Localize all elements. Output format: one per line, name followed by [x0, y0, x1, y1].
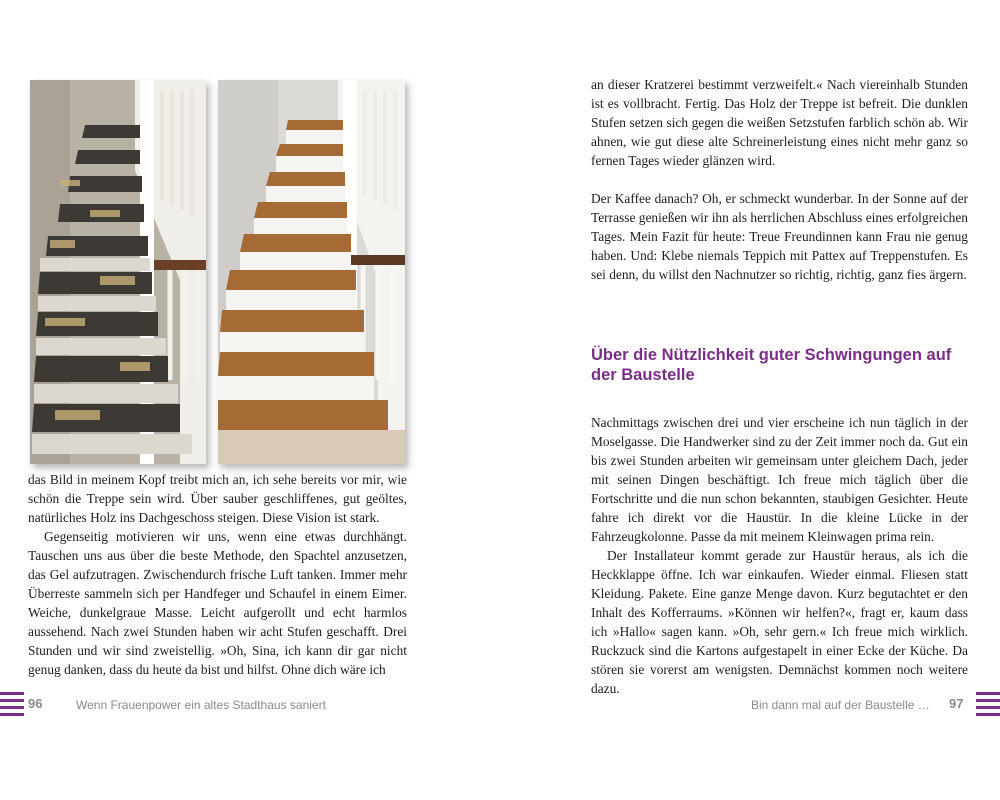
footer-stripes-icon — [976, 692, 1000, 716]
left-paragraph-1: das Bild in meinem Kopf treibt mich an, ich sehe bereits vor mir, wie schön die Treppe sein wird. Über sauber geschliffenes, gut geöltes, natürliches Holz ins Dachgeschoss steigen. Diese Vision ist stark. — [28, 472, 407, 525]
right-paragraph-4: Der Installateur kommt gerade zur Haustür heraus, als ich die Heckklappe öffne. Ich war einkaufen. Wieder einmal. Fliesen statt Kleidung. Pakete. Eine ganze Menge davon. Kurz begutachtet er den Inhalt des Kofferraums. »Können wir helfen?«, fragt er, kaum dass ich »Hallo« sagen kann. »Oh, sehr gern.« Ich freue mich wirklich. Ruckzuck sind die Kartons aufgestapelt in einer Ecke der Küche. Da stören sie vorerst am wenigsten. Demnächst kommen noch weitere dazu. — [591, 548, 968, 696]
section-heading: Über die Nützlichkeit guter Schwingungen auf der Baustelle — [591, 346, 952, 384]
staircase-before-photo — [30, 80, 206, 464]
right-page-body-text-top — [591, 75, 968, 284]
left-paragraph-2: Gegenseitig motivieren wir uns, wenn eine etwas durchhängt. Tauschen uns aus über die beste Methode, den Spachtel anzusetzen, das Gel aufzutragen. Zwischendurch frische Luft tanken. Immer mehr Überreste sammeln sich per Handfeger und Schaufel in einem Eimer. Weiche, dunkelgraue Masse. Leicht aufgerollt und echt harmlos aussehend. Nach zwei Stunden haben wir acht Stufen geschafft. Drei Stunden und wir sind zweistellig. »Oh, Sina, ich kann dir gar nicht genug danken, dass du heute da bist und hilfst. Ohne dich wäre ich — [28, 529, 407, 677]
staircase-after-photo — [218, 80, 405, 464]
right-page-body-text-bottom — [591, 413, 968, 698]
staircase-after-illustration — [218, 80, 405, 464]
footer-stripes-icon — [0, 692, 24, 716]
right-paragraph-2: Der Kaffee danach? Oh, er schmeckt wunderbar. In der Sonne auf der Terrasse genießen wir ihn als herrlichen Abschluss eines erfolgreichen Tages. Mein Fazit für heute: Treue Freundinnen kann Frau nie genug haben. Und: Klebe niemals Teppich mit Pattex auf Treppenstufen. Es sei denn, du willst den Nachnutzer so richtig, richtig, ganz fies ärgern. — [591, 191, 968, 282]
staircase-before-illustration — [30, 80, 206, 464]
page-number-left: 96 — [28, 696, 43, 711]
right-paragraph-3: Nachmittags zwischen drei und vier erscheine ich nun täglich in der Moselgasse. Die Handwerker sind zu der Zeit immer noch da. Gut ein bis zwei Stunden arbeiten wir gemeinsam unter gleichem Dach, jeder mit seinen Dingen beschäftigt. Ich freue mich täglich über die Fortschritte und die nun schon bekannten, staubigen Gesichter. Heute fahre ich direkt vor die Haustür. In die kleine Lücke in der Fahrzeugkolonne. Passe da mit meinem Kleinwagen prima rein. — [591, 415, 968, 544]
page-number-right: 97 — [949, 696, 964, 711]
running-title-right: Bin dann mal auf der Baustelle … — [751, 698, 930, 712]
left-page-body-text — [28, 470, 407, 679]
right-paragraph-1: an dieser Kratzerei bestimmt verzweifelt.« Nach viereinhalb Stunden ist es vollbracht. Fertig. Das Holz der Treppe ist befreit. Die dunklen Stufen setzen sich gegen die weißen Setzstufen farblich schön ab. Wir ahnen, wie gut diese alte Schreinerleistung eines nicht mehr ganz so fernen Tages wieder glänzen wird. — [591, 77, 968, 168]
running-title-left: Wenn Frauenpower ein altes Stadthaus saniert — [76, 698, 326, 712]
